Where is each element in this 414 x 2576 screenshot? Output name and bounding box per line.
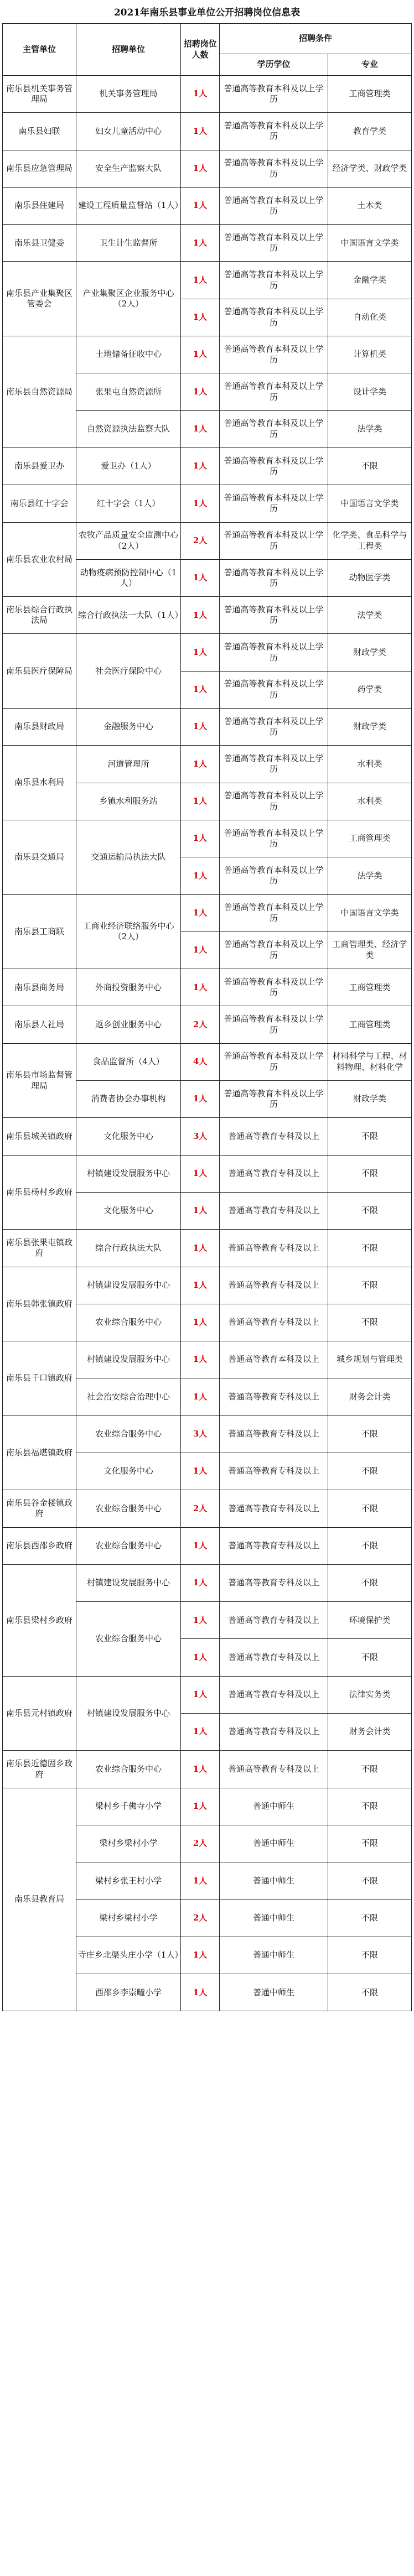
dept-cell: 南乐县千口镇政府 xyxy=(3,1341,76,1416)
major-cell: 不限 xyxy=(328,1155,412,1192)
unit-cell: 农业综合服务中心 xyxy=(76,1527,180,1564)
unit-cell: 综合行政执法一大队（1人） xyxy=(76,597,180,634)
degree-cell: 普通高等教育专科及以上 xyxy=(220,1378,328,1416)
dept-cell: 南乐县市场监督管理局 xyxy=(3,1043,76,1118)
degree-cell: 普通高等教育本科及以上学历 xyxy=(220,113,328,150)
degree-cell: 普通高等教育专科及以上 xyxy=(220,1490,328,1527)
major-cell: 财政学类 xyxy=(328,1081,412,1118)
count-cell: 3人 xyxy=(181,1118,220,1155)
unit-cell: 卫生计生监督所 xyxy=(76,225,180,262)
major-cell: 环境保护类 xyxy=(328,1602,412,1639)
major-cell: 财务会计类 xyxy=(328,1378,412,1416)
count-cell: 1人 xyxy=(181,262,220,299)
unit-cell: 社会医疗保险中心 xyxy=(76,634,180,709)
header-dept: 主管单位 xyxy=(3,24,76,76)
major-cell: 不限 xyxy=(328,1937,412,1974)
count-cell: 1人 xyxy=(181,1862,220,1900)
unit-cell: 村镇建设发展服务中心 xyxy=(76,1676,180,1751)
header-degree: 学历学位 xyxy=(220,54,328,76)
degree-cell: 普通高等教育本科及以上学历 xyxy=(220,225,328,262)
degree-cell: 普通高等教育本科及以上学历 xyxy=(220,522,328,559)
unit-cell: 农业综合服务中心 xyxy=(76,1416,180,1453)
unit-cell: 交通运输局执法大队 xyxy=(76,820,180,894)
count-cell: 1人 xyxy=(181,113,220,150)
degree-cell: 普通高等教育专科及以上 xyxy=(220,1564,328,1601)
degree-cell: 普通中师生 xyxy=(220,1900,328,1937)
major-cell: 自动化类 xyxy=(328,299,412,336)
major-cell: 不限 xyxy=(328,1267,412,1304)
unit-cell: 河道管理所 xyxy=(76,746,180,783)
table-row xyxy=(3,1564,412,1601)
dept-cell: 南乐县自然资源局 xyxy=(3,336,76,448)
count-cell: 2人 xyxy=(181,1490,220,1527)
major-cell: 不限 xyxy=(328,1527,412,1564)
major-cell: 不限 xyxy=(328,1862,412,1900)
degree-cell: 普通高等教育本科及以上学历 xyxy=(220,447,328,485)
count-cell: 1人 xyxy=(181,597,220,634)
unit-cell: 农业综合服务中心 xyxy=(76,1602,180,1677)
count-cell: 1人 xyxy=(181,1192,220,1229)
recruitment-table-body xyxy=(3,24,412,2011)
table-row xyxy=(3,522,412,559)
major-cell: 设计学类 xyxy=(328,373,412,410)
unit-cell: 金融服务中心 xyxy=(76,709,180,746)
degree-cell: 普通高等教育本科及以上学历 xyxy=(220,336,328,373)
degree-cell: 普通高等教育专科及以上 xyxy=(220,1304,328,1341)
degree-cell: 普通高等教育专科及以上 xyxy=(220,1714,328,1751)
unit-cell: 综合行政执法大队 xyxy=(76,1230,180,1267)
major-cell: 工商管理类 xyxy=(328,820,412,857)
dept-cell: 南乐县谷金楼镇政府 xyxy=(3,1490,76,1527)
degree-cell: 普通中师生 xyxy=(220,1937,328,1974)
table-row xyxy=(3,76,412,113)
degree-cell: 普通中师生 xyxy=(220,1788,328,1825)
count-cell: 1人 xyxy=(181,410,220,447)
major-cell: 经济学类、财政学类 xyxy=(328,150,412,187)
unit-cell: 返乡创业服务中心 xyxy=(76,1006,180,1043)
major-cell: 法学类 xyxy=(328,857,412,894)
unit-cell: 消费者协会办事机构 xyxy=(76,1081,180,1118)
degree-cell: 普通高等教育本科及以上学历 xyxy=(220,634,328,671)
dept-cell: 南乐县元村镇政府 xyxy=(3,1676,76,1751)
count-cell: 2人 xyxy=(181,1900,220,1937)
table-row xyxy=(3,150,412,187)
count-cell: 1人 xyxy=(181,1453,220,1490)
major-cell: 教育学类 xyxy=(328,113,412,150)
major-cell: 不限 xyxy=(328,447,412,485)
table-row xyxy=(3,225,412,262)
count-cell: 1人 xyxy=(181,1267,220,1304)
count-cell: 1人 xyxy=(181,709,220,746)
degree-cell: 普通高等教育本科及以上学历 xyxy=(220,76,328,113)
table-row xyxy=(3,336,412,373)
degree-cell: 普通高等教育本科及以上学历 xyxy=(220,262,328,299)
header-unit: 招聘单位 xyxy=(76,24,180,76)
count-cell: 1人 xyxy=(181,634,220,671)
unit-cell: 村镇建设发展服务中心 xyxy=(76,1341,180,1378)
unit-cell: 农业综合服务中心 xyxy=(76,1490,180,1527)
dept-cell: 南乐县应急管理局 xyxy=(3,150,76,187)
unit-cell: 安全生产监察大队 xyxy=(76,150,180,187)
dept-cell: 南乐县张果屯镇政府 xyxy=(3,1230,76,1267)
count-cell: 1人 xyxy=(181,931,220,969)
major-cell: 不限 xyxy=(328,1825,412,1862)
major-cell: 财务会计类 xyxy=(328,1714,412,1751)
degree-cell: 普通中师生 xyxy=(220,1862,328,1900)
degree-cell: 普通高等教育本科及以上学历 xyxy=(220,597,328,634)
count-cell: 1人 xyxy=(181,1155,220,1192)
table-row xyxy=(3,1006,412,1043)
table-row xyxy=(3,746,412,783)
count-cell: 1人 xyxy=(181,857,220,894)
degree-cell: 普通高等教育本科及以上学历 xyxy=(220,820,328,857)
table-row xyxy=(3,1676,412,1713)
dept-cell: 南乐县妇联 xyxy=(3,113,76,150)
major-cell: 不限 xyxy=(328,1974,412,2011)
degree-cell: 普通高等教育本科及以上学历 xyxy=(220,1006,328,1043)
table-row xyxy=(3,1751,412,1788)
unit-cell: 妇女儿童活动中心 xyxy=(76,113,180,150)
degree-cell: 普通高等教育本科及以上学历 xyxy=(220,894,328,931)
unit-cell: 文化服务中心 xyxy=(76,1192,180,1229)
degree-cell: 普通高等教育本科及以上学历 xyxy=(220,1081,328,1118)
dept-cell: 南乐县教育局 xyxy=(3,1788,76,2011)
header-count: 招聘岗位人数 xyxy=(181,24,220,76)
major-cell: 计算机类 xyxy=(328,336,412,373)
table-row xyxy=(3,634,412,671)
unit-cell: 村镇建设发展服务中心 xyxy=(76,1267,180,1304)
unit-cell: 食品监督所（4人） xyxy=(76,1043,180,1080)
dept-cell: 南乐县人社局 xyxy=(3,1006,76,1043)
count-cell: 1人 xyxy=(181,746,220,783)
dept-cell: 南乐县工商联 xyxy=(3,894,76,969)
unit-cell: 农业综合服务中心 xyxy=(76,1751,180,1788)
major-cell: 中国语言文学类 xyxy=(328,894,412,931)
degree-cell: 普通中师生 xyxy=(220,1825,328,1862)
unit-cell: 红十字会（1人） xyxy=(76,485,180,522)
count-cell: 1人 xyxy=(181,76,220,113)
unit-cell: 建设工程质量监督站（1人） xyxy=(76,187,180,224)
degree-cell: 普通高等教育专科及以上 xyxy=(220,1155,328,1192)
degree-cell: 普通高等教育本科及以上学历 xyxy=(220,931,328,969)
major-cell: 不限 xyxy=(328,1192,412,1229)
major-cell: 化学类、食品科学与工程类 xyxy=(328,522,412,559)
major-cell: 法学类 xyxy=(328,597,412,634)
dept-cell: 南乐县梁村乡政府 xyxy=(3,1564,76,1676)
degree-cell: 普通中师生 xyxy=(220,1974,328,2011)
header-row xyxy=(3,24,412,54)
count-cell: 1人 xyxy=(181,1564,220,1601)
unit-cell: 梁村乡张王村小学 xyxy=(76,1862,180,1900)
dept-cell: 南乐县杨村乡政府 xyxy=(3,1155,76,1230)
major-cell: 水利类 xyxy=(328,746,412,783)
degree-cell: 普通高等教育本科及以上学历 xyxy=(220,671,328,708)
count-cell: 1人 xyxy=(181,1602,220,1639)
count-cell: 1人 xyxy=(181,1788,220,1825)
count-cell: 1人 xyxy=(181,373,220,410)
count-cell: 1人 xyxy=(181,1714,220,1751)
major-cell: 不限 xyxy=(328,1788,412,1825)
unit-cell: 村镇建设发展服务中心 xyxy=(76,1564,180,1601)
unit-cell: 土地储备征收中心 xyxy=(76,336,180,373)
count-cell: 1人 xyxy=(181,969,220,1006)
page-title: 2021年南乐县事业单位公开招聘岗位信息表 xyxy=(113,7,301,18)
count-cell: 1人 xyxy=(181,1378,220,1416)
unit-cell: 西邵乡李崇疃小学 xyxy=(76,1974,180,2011)
dept-cell: 南乐县机关事务管理局 xyxy=(3,76,76,113)
unit-cell: 文化服务中心 xyxy=(76,1453,180,1490)
degree-cell: 普通高等教育本科及以上学历 xyxy=(220,410,328,447)
table-row xyxy=(3,1527,412,1564)
dept-cell: 南乐县水利局 xyxy=(3,746,76,820)
unit-cell: 自然资源执法监察大队 xyxy=(76,410,180,447)
degree-cell: 普通高等教育专科及以上 xyxy=(220,1676,328,1713)
degree-cell: 普通高等教育专科及以上 xyxy=(220,1230,328,1267)
major-cell: 财政学类 xyxy=(328,634,412,671)
count-cell: 1人 xyxy=(181,447,220,485)
degree-cell: 普通高等教育本科及以上学历 xyxy=(220,1043,328,1080)
dept-cell: 南乐县西邵乡政府 xyxy=(3,1527,76,1564)
count-cell: 1人 xyxy=(181,299,220,336)
dept-cell: 南乐县红十字会 xyxy=(3,485,76,522)
count-cell: 1人 xyxy=(181,559,220,596)
unit-cell: 村镇建设发展服务中心 xyxy=(76,1155,180,1192)
degree-cell: 普通高等教育本科及以上学历 xyxy=(220,783,328,820)
degree-cell: 普通高等教育专科及以上 xyxy=(220,1267,328,1304)
dept-cell: 南乐县财政局 xyxy=(3,709,76,746)
degree-cell: 普通高等教育本科及以上学历 xyxy=(220,969,328,1006)
major-cell: 材料科学与工程、材料物理、材料化学 xyxy=(328,1043,412,1080)
unit-cell: 张果屯自然资源所 xyxy=(76,373,180,410)
major-cell: 不限 xyxy=(328,1453,412,1490)
major-cell: 金融学类 xyxy=(328,262,412,299)
count-cell: 1人 xyxy=(181,1937,220,1974)
table-row xyxy=(3,820,412,857)
count-cell: 1人 xyxy=(181,783,220,820)
header-major: 专业 xyxy=(328,54,412,76)
count-cell: 1人 xyxy=(181,336,220,373)
count-cell: 1人 xyxy=(181,1527,220,1564)
major-cell: 中国语言文学类 xyxy=(328,485,412,522)
count-cell: 1人 xyxy=(181,225,220,262)
major-cell: 法律实务类 xyxy=(328,1676,412,1713)
major-cell: 城乡规划与管理类 xyxy=(328,1341,412,1378)
major-cell: 不限 xyxy=(328,1564,412,1601)
unit-cell: 农业综合服务中心 xyxy=(76,1304,180,1341)
table-row xyxy=(3,894,412,931)
table-row xyxy=(3,597,412,634)
count-cell: 2人 xyxy=(181,1825,220,1862)
degree-cell: 普通高等教育本科及以上学历 xyxy=(220,857,328,894)
dept-cell: 南乐县产业集聚区管委会 xyxy=(3,262,76,336)
dept-cell: 南乐县韩张镇政府 xyxy=(3,1267,76,1341)
major-cell: 动物医学类 xyxy=(328,559,412,596)
count-cell: 1人 xyxy=(181,150,220,187)
count-cell: 1人 xyxy=(181,894,220,931)
count-cell: 3人 xyxy=(181,1416,220,1453)
unit-cell: 动物疫病预防控制中心（1人） xyxy=(76,559,180,596)
unit-cell: 爱卫办（1人） xyxy=(76,447,180,485)
count-cell: 1人 xyxy=(181,485,220,522)
count-cell: 1人 xyxy=(181,1230,220,1267)
degree-cell: 普通高等教育本科及以上学历 xyxy=(220,299,328,336)
unit-cell: 文化服务中心 xyxy=(76,1118,180,1155)
dept-cell: 南乐县综合行政执法局 xyxy=(3,597,76,634)
count-cell: 1人 xyxy=(181,1639,220,1676)
dept-cell: 南乐县医疗保障局 xyxy=(3,634,76,709)
dept-cell: 南乐县城关镇政府 xyxy=(3,1118,76,1155)
dept-cell: 南乐县交通局 xyxy=(3,820,76,894)
major-cell: 工商管理类 xyxy=(328,969,412,1006)
unit-cell: 社会治安综合治理中心 xyxy=(76,1378,180,1416)
table-row xyxy=(3,1043,412,1080)
count-cell: 1人 xyxy=(181,1304,220,1341)
unit-cell: 工商业经济联络服务中心（2人） xyxy=(76,894,180,969)
degree-cell: 普通高等教育专科及以上 xyxy=(220,1751,328,1788)
major-cell: 不限 xyxy=(328,1304,412,1341)
count-cell: 1人 xyxy=(181,1974,220,2011)
degree-cell: 普通高等教育本科及以上 xyxy=(220,1341,328,1378)
dept-cell: 南乐县商务局 xyxy=(3,969,76,1006)
major-cell: 不限 xyxy=(328,1751,412,1788)
major-cell: 不限 xyxy=(328,1639,412,1676)
count-cell: 1人 xyxy=(181,1341,220,1378)
unit-cell: 梁村乡梁村小学 xyxy=(76,1900,180,1937)
degree-cell: 普通高等教育本科及以上学历 xyxy=(220,150,328,187)
degree-cell: 普通高等教育专科及以上 xyxy=(220,1453,328,1490)
degree-cell: 普通高等教育本科及以上学历 xyxy=(220,746,328,783)
major-cell: 水利类 xyxy=(328,783,412,820)
major-cell: 财政学类 xyxy=(328,709,412,746)
degree-cell: 普通高等教育本科及以上学历 xyxy=(220,485,328,522)
major-cell: 工商管理类 xyxy=(328,76,412,113)
degree-cell: 普通高等教育专科及以上 xyxy=(220,1192,328,1229)
degree-cell: 普通高等教育专科及以上 xyxy=(220,1118,328,1155)
unit-cell: 梁村乡梁村小学 xyxy=(76,1825,180,1862)
major-cell: 工商管理类、经济学类 xyxy=(328,931,412,969)
table-row xyxy=(3,969,412,1006)
major-cell: 法学类 xyxy=(328,410,412,447)
major-cell: 不限 xyxy=(328,1118,412,1155)
table-row xyxy=(3,1490,412,1527)
major-cell: 不限 xyxy=(328,1416,412,1453)
count-cell: 1人 xyxy=(181,671,220,708)
major-cell: 土木类 xyxy=(328,187,412,224)
table-row xyxy=(3,485,412,522)
degree-cell: 普通高等教育本科及以上学历 xyxy=(220,187,328,224)
count-cell: 4人 xyxy=(181,1043,220,1080)
unit-cell: 机关事务管理局 xyxy=(76,76,180,113)
count-cell: 1人 xyxy=(181,1081,220,1118)
dept-cell: 南乐县卫健委 xyxy=(3,225,76,262)
count-cell: 1人 xyxy=(181,1676,220,1713)
table-row xyxy=(3,1155,412,1192)
table-row xyxy=(3,1230,412,1267)
degree-cell: 普通高等教育专科及以上 xyxy=(220,1639,328,1676)
table-row xyxy=(3,113,412,150)
table-row xyxy=(3,1267,412,1304)
unit-cell: 寺庄乡北渠头庄小学（1人） xyxy=(76,1937,180,1974)
degree-cell: 普通高等教育本科及以上学历 xyxy=(220,559,328,596)
count-cell: 2人 xyxy=(181,522,220,559)
table-row xyxy=(3,709,412,746)
degree-cell: 普通高等教育专科及以上 xyxy=(220,1602,328,1639)
unit-cell: 外商投资服务中心 xyxy=(76,969,180,1006)
table-row xyxy=(3,1788,412,1825)
major-cell: 工商管理类 xyxy=(328,1006,412,1043)
dept-cell: 南乐县爱卫办 xyxy=(3,447,76,485)
dept-cell: 南乐县近德固乡政府 xyxy=(3,1751,76,1788)
degree-cell: 普通高等教育专科及以上 xyxy=(220,1527,328,1564)
table-row xyxy=(3,1416,412,1453)
count-cell: 2人 xyxy=(181,1006,220,1043)
major-cell: 不限 xyxy=(328,1490,412,1527)
major-cell: 不限 xyxy=(328,1900,412,1937)
dept-cell: 南乐县住建局 xyxy=(3,187,76,224)
unit-cell: 产业集聚区企业服务中心（2人） xyxy=(76,262,180,336)
degree-cell: 普通高等教育本科及以上学历 xyxy=(220,373,328,410)
count-cell: 1人 xyxy=(181,1751,220,1788)
table-row xyxy=(3,262,412,299)
count-cell: 1人 xyxy=(181,820,220,857)
recruitment-table xyxy=(2,23,412,2011)
unit-cell: 农牧产品质量安全监测中心（2人） xyxy=(76,522,180,559)
unit-cell: 乡镇水利服务站 xyxy=(76,783,180,820)
dept-cell: 南乐县农业农村局 xyxy=(3,522,76,597)
dept-cell: 南乐县福堪镇政府 xyxy=(3,1416,76,1490)
major-cell: 药学类 xyxy=(328,671,412,708)
major-cell: 不限 xyxy=(328,1230,412,1267)
table-row xyxy=(3,1341,412,1378)
count-cell: 1人 xyxy=(181,187,220,224)
major-cell: 中国语言文学类 xyxy=(328,225,412,262)
degree-cell: 普通高等教育本科及以上学历 xyxy=(220,709,328,746)
header-conditions: 招聘条件 xyxy=(220,24,412,54)
table-row xyxy=(3,1118,412,1155)
unit-cell: 梁村乡千佛寺小学 xyxy=(76,1788,180,1825)
degree-cell: 普通高等教育专科及以上 xyxy=(220,1416,328,1453)
table-row xyxy=(3,447,412,485)
table-row xyxy=(3,187,412,224)
